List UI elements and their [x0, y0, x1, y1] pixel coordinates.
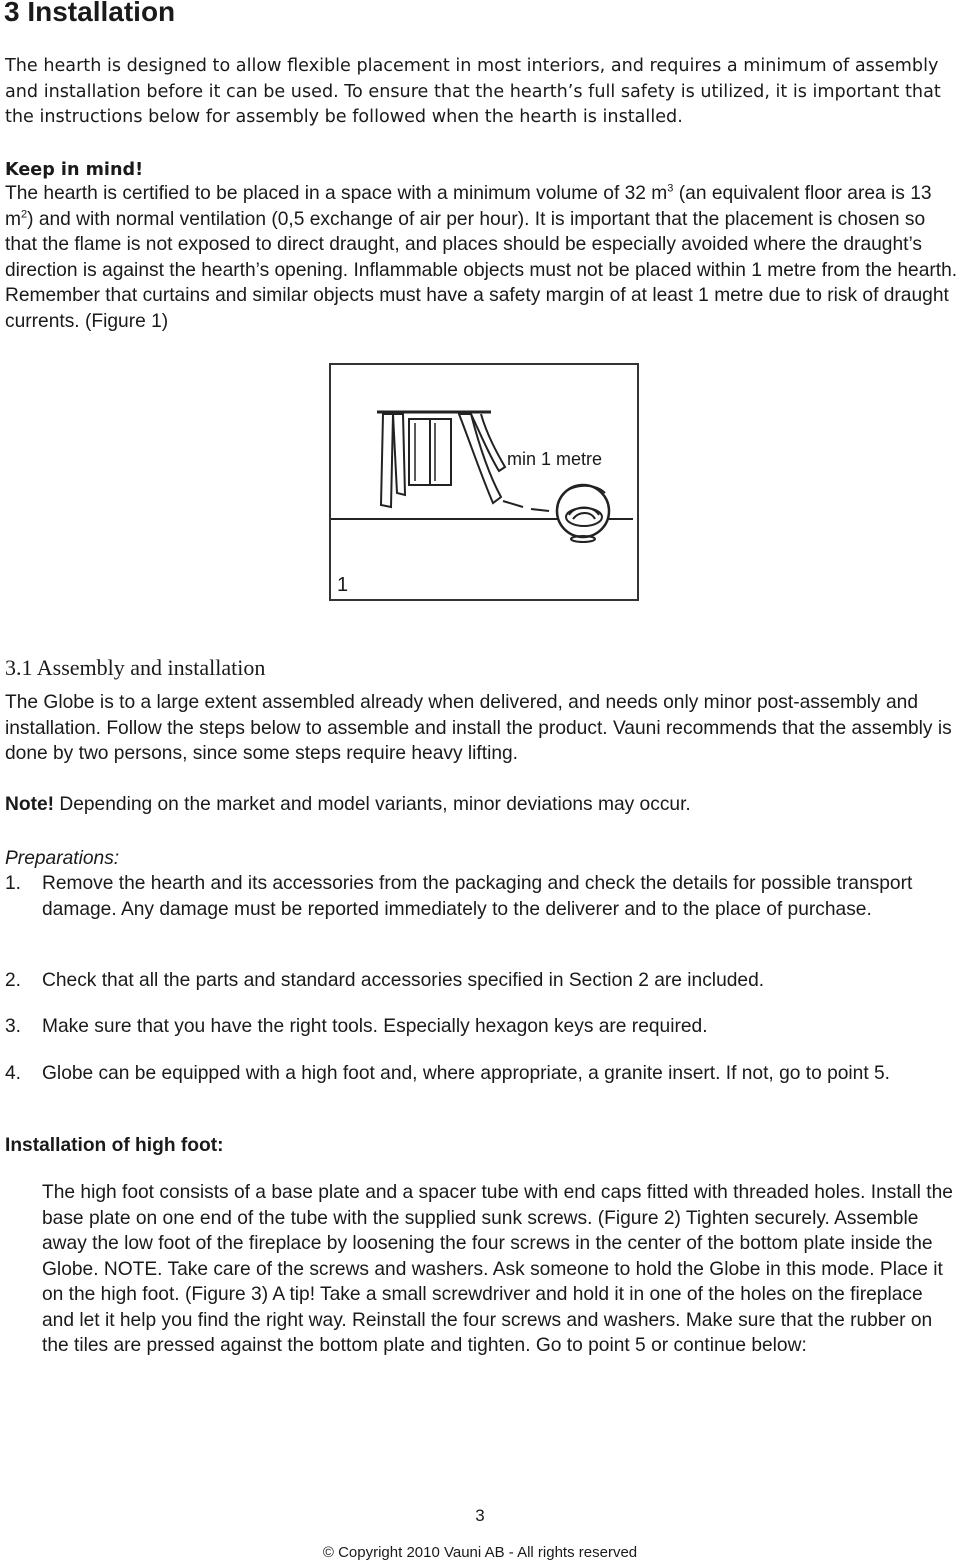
high-foot-title: Installation of high foot: [5, 1135, 224, 1156]
keep-in-mind-title: Keep in mind! [5, 160, 144, 180]
figure-distance-label: min 1 metre [507, 449, 603, 469]
curtain-window-hearth-illustration [331, 365, 641, 603]
list-item-text: Remove the hearth and its accessories from the packaging and check the details for possible transport damage. Any damage must be reported immediately to the deliverer and to the place of purchase. [42, 873, 913, 920]
list-item-number: 1. [5, 873, 22, 894]
preparations-title: Preparations: [5, 848, 120, 869]
high-foot-paragraph: The high foot consists of a base plate and a spacer tube with end caps fitted with threaded holes. Install the base plate on one end of the tube with the supplied sunk screws. (Figure 2) Tighten securely. Assemble away the low foot of the fireplace by loosening the four screws in the center of the bottom plate inside the Globe. NOTE. Take care of the screws and washers. Ask someone to hold the Globe in this mode. Place it on the high foot. (Figure 3) A tip! Take a small screwdriver and hold it in one of the holes on the fireplace and let it help you find the right way. Reinstall the four screws and washers. Make sure that the rubber on the tiles are pressed against the bottom plate and tighten. Go to point 5 or continue below: [42, 1182, 953, 1356]
superscript-3: 3 [667, 182, 674, 195]
list-item-number: 4. [5, 1063, 22, 1084]
list-item-text: Globe can be equipped with a high foot and, where appropriate, a granite insert. If not, go to point 5. [42, 1063, 891, 1084]
figure-number: 1 [337, 574, 349, 596]
section-heading: 3.1 Assembly and installation [5, 655, 266, 680]
note-label: Note! [5, 794, 55, 815]
section-paragraph: The Globe is to a large extent assembled already when delivered, and needs only minor post-assembly and installation. Follow the steps below to assemble and install the product. Vauni recommends that the assembly is done by two persons, since some steps require heavy lifting. [5, 692, 952, 764]
superscript-2: 2 [20, 208, 28, 221]
intro-paragraph: The hearth is designed to allow flexible placement in most interiors, and requires a minimum of assembly and installation before it can be used. To ensure that the hearth’s full safety is utilized, it is important that the instructions below for assembly be followed when the hearth is installed. [5, 56, 941, 127]
figure-1 [329, 363, 639, 601]
page-number: 3 [475, 1506, 485, 1525]
list-item-text: Make sure that you have the right tools. Especially hexagon keys are required. [42, 1016, 708, 1037]
keep-in-mind-paragraph: The hearth is certified to be placed in a space with a minimum volume of 32 $m^3$ (an equivalent floor area is 13 $m^2$) and with normal ventilation (0,5 exchange of air per hour). It is important that the placement is chosen so that the flame is not exposed to direct draught, and places should be especially avoided where the draught’s direction is against the hearth’s opening. Inflammable objects must not be placed within 1 metre from the hearth. Remember that curtains and similar objects must have a safety margin of at least 1 metre due to risk of draught currents. (Figure 1) [5, 182, 958, 332]
note-paragraph: Note! Depending on the market and model variants, minor deviations may occur. [5, 794, 691, 815]
list-item-number: 3. [5, 1016, 22, 1037]
list-item-text: Check that all the parts and standard accessories specified in Section 2 are included. [42, 970, 765, 991]
page-heading: 3 Installation [4, 0, 176, 27]
copyright-footer: © Copyright 2010 Vauni AB - All rights reserved [322, 1544, 638, 1561]
list-item-number: 2. [5, 970, 22, 991]
